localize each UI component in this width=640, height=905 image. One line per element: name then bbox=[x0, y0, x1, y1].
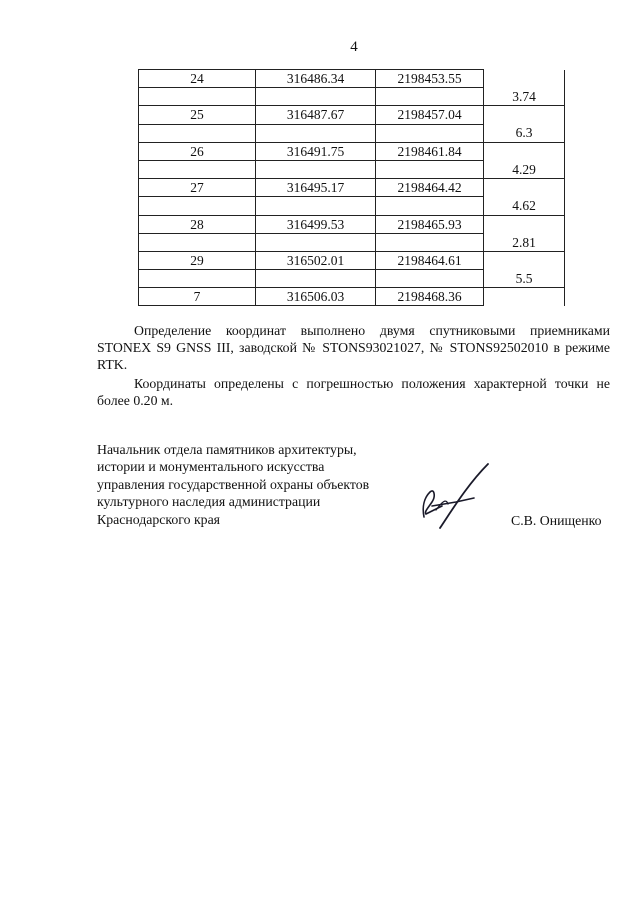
distance-cell bbox=[484, 106, 565, 124]
y-coordinate-cell bbox=[376, 88, 484, 106]
point-number-cell bbox=[139, 270, 256, 288]
table-row-distance bbox=[139, 197, 565, 215]
point-number-cell: 29 bbox=[139, 251, 256, 269]
signer-name: С.В. Онищенко bbox=[511, 513, 602, 528]
position-line: культурного наследия администрации bbox=[97, 494, 321, 510]
y-coordinate-cell bbox=[376, 270, 484, 288]
handwritten-signature bbox=[412, 462, 492, 532]
table-row-distance bbox=[139, 160, 565, 178]
point-number-cell: 26 bbox=[139, 142, 256, 160]
distance-cell bbox=[484, 70, 565, 88]
y-coordinate-cell: 2198457.04 bbox=[376, 106, 484, 124]
point-number-cell bbox=[139, 124, 256, 142]
x-coordinate-cell bbox=[256, 124, 376, 142]
position-line: истории и монументального искусства bbox=[97, 459, 325, 475]
paragraph-equipment: Определение координат выполнено двумя спутниковыми приемниками STONEX S9 GNSS III, заводской № STONS93021027, № STONS92502010 в режиме RTK. bbox=[97, 323, 610, 373]
coordinates-table-body bbox=[139, 70, 565, 306]
point-number-cell bbox=[139, 233, 256, 251]
table-row-point bbox=[139, 70, 565, 88]
y-coordinate-cell bbox=[376, 160, 484, 178]
x-coordinate-cell bbox=[256, 270, 376, 288]
point-number-cell: 24 bbox=[139, 70, 256, 88]
x-coordinate-cell: 316506.03 bbox=[256, 288, 376, 306]
distance-cell bbox=[484, 251, 565, 269]
x-coordinate-cell bbox=[256, 88, 376, 106]
y-coordinate-cell bbox=[376, 197, 484, 215]
x-coordinate-cell: 316486.34 bbox=[256, 70, 376, 88]
x-coordinate-cell: 316487.67 bbox=[256, 106, 376, 124]
distance-cell bbox=[484, 215, 565, 233]
point-number-cell bbox=[139, 160, 256, 178]
y-coordinate-cell: 2198464.61 bbox=[376, 251, 484, 269]
distance-cell: 3.74 bbox=[484, 88, 565, 106]
y-coordinate-cell bbox=[376, 124, 484, 142]
point-number-cell: 27 bbox=[139, 179, 256, 197]
coordinates-table bbox=[138, 69, 565, 306]
point-number-cell bbox=[139, 88, 256, 106]
position-line: управления государственной охраны объектов bbox=[97, 476, 370, 492]
table-row-point bbox=[139, 215, 565, 233]
x-coordinate-cell: 316491.75 bbox=[256, 142, 376, 160]
y-coordinate-cell: 2198464.42 bbox=[376, 179, 484, 197]
x-coordinate-cell: 316495.17 bbox=[256, 179, 376, 197]
y-coordinate-cell bbox=[376, 233, 484, 251]
table-row-point bbox=[139, 142, 565, 160]
y-coordinate-cell: 2198461.84 bbox=[376, 142, 484, 160]
x-coordinate-cell bbox=[256, 197, 376, 215]
table-row-distance bbox=[139, 233, 565, 251]
x-coordinate-cell: 316502.01 bbox=[256, 251, 376, 269]
y-coordinate-cell: 2198453.55 bbox=[376, 70, 484, 88]
table-row-point bbox=[139, 106, 565, 124]
paragraph-accuracy: Координаты определены с погрешностью положения характерной точки не более 0.20 м. bbox=[97, 376, 610, 409]
position-line: Начальник отдела памятников архитектуры, bbox=[97, 442, 357, 457]
table-row-point bbox=[139, 179, 565, 197]
distance-cell bbox=[484, 179, 565, 197]
point-number-cell: 25 bbox=[139, 106, 256, 124]
distance-cell: 5.5 bbox=[484, 270, 565, 288]
point-number-cell: 7 bbox=[139, 288, 256, 306]
x-coordinate-cell bbox=[256, 233, 376, 251]
position-line: Краснодарского края bbox=[97, 511, 221, 527]
point-number-cell bbox=[139, 197, 256, 215]
table-row-point bbox=[139, 288, 565, 306]
distance-cell: 4.62 bbox=[484, 197, 565, 215]
page-number: 4 bbox=[350, 39, 358, 55]
table-row-point bbox=[139, 251, 565, 269]
signatory-position bbox=[97, 441, 417, 528]
table-row-distance bbox=[139, 270, 565, 288]
table-row-distance bbox=[139, 88, 565, 106]
distance-cell: 6.3 bbox=[484, 124, 565, 142]
distance-cell bbox=[484, 288, 565, 306]
table-row-distance bbox=[139, 124, 565, 142]
y-coordinate-cell: 2198465.93 bbox=[376, 215, 484, 233]
y-coordinate-cell: 2198468.36 bbox=[376, 288, 484, 306]
x-coordinate-cell bbox=[256, 160, 376, 178]
distance-cell bbox=[484, 142, 565, 160]
x-coordinate-cell: 316499.53 bbox=[256, 215, 376, 233]
point-number-cell: 28 bbox=[139, 215, 256, 233]
distance-cell: 4.29 bbox=[484, 160, 565, 178]
distance-cell: 2.81 bbox=[484, 233, 565, 251]
